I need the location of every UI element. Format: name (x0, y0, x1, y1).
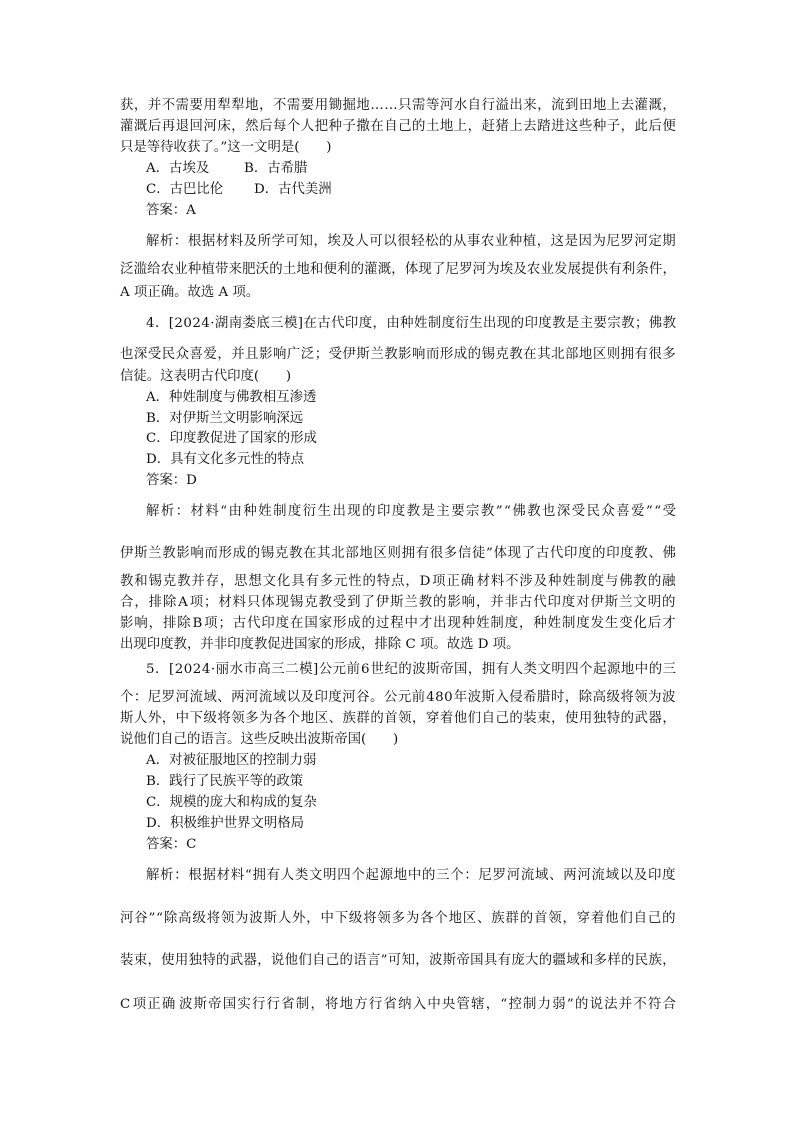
q4-analysis-line: 伊 斯 兰 教 影 响 而 形 成 的 锡 克 教 在 其 北 部 地 区 则 拥 有 很 多 信 徒 ” 体 现 了 古 代 印 度 的 印 度 教 、 佛 (120, 546, 676, 561)
q5-option-d: D．积极维护世界文明格局 (146, 816, 305, 831)
q4-option-b: B．对伊斯兰文明影响深远 (146, 411, 304, 426)
q4-option-c: C．印度教促进了国家的形成 (146, 431, 317, 446)
q4-stem-line: 也 深 受 民 众 喜 爱 ， 并 且 影 响 广 泛 ； 受 伊 斯 兰 教 影 响 而 形 成 的 锡 克 教 在 其 北 部 地 区 则 拥 有 很 多 (120, 347, 676, 362)
q5-analysis-line: 河 谷 ” “ 除 高 级 将 领 为 波 斯 人 外 ， 中 下 级 将 领 多 为 各 个 地 区 、 族 群 的 首 领 ， 穿 着 他 们 自 己 的 (120, 911, 676, 926)
q3-option-d: D．古代美洲 (254, 182, 332, 197)
q4-option-a: A．种姓制度与佛教相互渗透 (146, 390, 317, 405)
q5-analysis-line: C 项 正 确 波 斯 帝 国 实 行 行 省 制 ， 将 地 方 行 省 纳 入 中 央 管 辖 ， “ 控 制 力 弱 ” 的 说 法 并 不 符 合 (120, 997, 676, 1012)
q3-stem-line: 灌 溉 后 再 退 回 河 床 ， 然 后 每 个 人 把 种 子 撒 在 自 己 的 土 地 上 ， 赶 猪 上 去 踏 进 这 些 种 子 ， 此 后 便 (120, 119, 676, 134)
q5-stem-line: 斯 人 外 ， 中 下 级 将 领 多 为 各 个 地 区 、 族 群 的 首 领 ， 穿 着 他 们 自 己 的 装 束 ， 使 用 独 特 的 武 器 ， (120, 711, 676, 726)
q4-analysis-line: 出现印度教，并非印度教促进国家的形成，排除 C 项。故选 D 项。 (120, 637, 520, 652)
q4-analysis-line: 教 和 锡 克 教 并 存 ， 思 想 文 化 具 有 多 元 性 的 特 点 ， D 项 正 确 材 料 不 涉 及 种 姓 制 度 与 佛 教 的 融 (120, 574, 676, 589)
q3-analysis-line: A 项正确。故选 A 项。 (120, 285, 260, 300)
q5-stem-line: 5 ． [ 2 0 2 4 · 丽 水 市 高 三 二 模 ] 公 元 前 6 世 纪 的 波 斯 帝 国 ， 拥 有 人 类 文 明 四 个 起 源 地 中 的 三 (146, 662, 676, 677)
q5-option-c: C．规模的庞大和构成的复杂 (146, 795, 317, 810)
q4-analysis-line: 影 响 ， 排 除 B 项 ； 古 代 印 度 在 国 家 形 成 的 过 程 中 才 出 现 种 姓 制 度 ， 种 姓 制 度 发 生 变 化 后 才 (120, 616, 676, 631)
q5-option-b: B．践行了民族平等的政策 (146, 774, 304, 789)
q3-stem-line: 只是等待收获了。”这一文明是( ) (120, 140, 332, 155)
q5-stem-line: 说他们自己的语言。这些反映出波斯帝国( ) (120, 732, 399, 747)
q3-option-c: C．古巴比伦 (146, 182, 224, 197)
q5-analysis-line: 解 析 ： 根 据 材 料 “ 拥 有 人 类 文 明 四 个 起 源 地 中 的 三 个 ： 尼 罗 河 流 域 、 两 河 流 域 以 及 印 度 (146, 868, 676, 883)
q4-option-d: D．具有文化多元性的特点 (146, 452, 305, 467)
q3-option-b: B．古希腊 (244, 161, 308, 176)
q5-stem-line: 个 ： 尼 罗 河 流 域 、 两 河 流 域 以 及 印 度 河 谷 。 公 元 前 4 8 0 年 波 斯 入 侵 希 腊 时 ， 除 高 级 将 领 为 波 (120, 690, 676, 705)
q4-analysis-line: 合 ， 排 除 A 项 ； 材 料 只 体 现 锡 克 教 受 到 了 伊 斯 兰 教 的 影 响 ， 并 非 古 代 印 度 对 伊 斯 兰 文 明 的 (120, 595, 676, 610)
q3-analysis-line: 解 析 ： 根 据 材 料 及 所 学 可 知 ， 埃 及 人 可 以 很 轻 松 的 从 事 农 业 种 植 ， 这 是 因 为 尼 罗 河 定 期 (146, 234, 676, 249)
q5-option-a: A．对被征服地区的控制力弱 (146, 753, 317, 768)
q4-answer: 答案：D (146, 473, 197, 488)
q3-answer: 答案：A (146, 203, 196, 218)
q3-analysis-line: 泛 滥 给 农 业 种 植 带 来 肥 沃 的 土 地 和 便 利 的 灌 溉 ， 体 现 了 尼 罗 河 为 埃 及 农 业 发 展 提 供 有 利 条 件 ， (120, 262, 676, 277)
q3-stem-line: 获 ， 并 不 需 要 用 犁 犁 地 ， 不 需 要 用 锄 掘 地 … … 只 需 等 河 水 自 行 溢 出 来 ， 流 到 田 地 上 去 灌 溉 ， (120, 98, 676, 113)
q4-analysis-line: 解 析 ： 材 料 “ 由 种 姓 制 度 衍 生 出 现 的 印 度 教 是 主 要 宗 教 ” “ 佛 教 也 深 受 民 众 喜 爱 ” “ 受 (146, 504, 676, 519)
q3-option-a: A．古埃及 (146, 161, 210, 176)
q4-stem-line: 4 ． [ 2 0 2 4 · 湖 南 娄 底 三 模 ] 在 古 代 印 度 ， 由 种 姓 制 度 衍 生 出 现 的 印 度 教 是 主 要 宗 教 ； 佛 教 (146, 316, 676, 331)
q4-stem-line: 信徒。这表明古代印度( ) (120, 369, 292, 384)
q5-analysis-line: 装 束 ， 使 用 独 特 的 武 器 ， 说 他 们 自 己 的 语 言 ” 可 知 ， 波 斯 帝 国 具 有 庞 大 的 疆 域 和 多 样 的 民 族 ， (120, 953, 676, 968)
q5-answer: 答案：C (146, 837, 197, 852)
